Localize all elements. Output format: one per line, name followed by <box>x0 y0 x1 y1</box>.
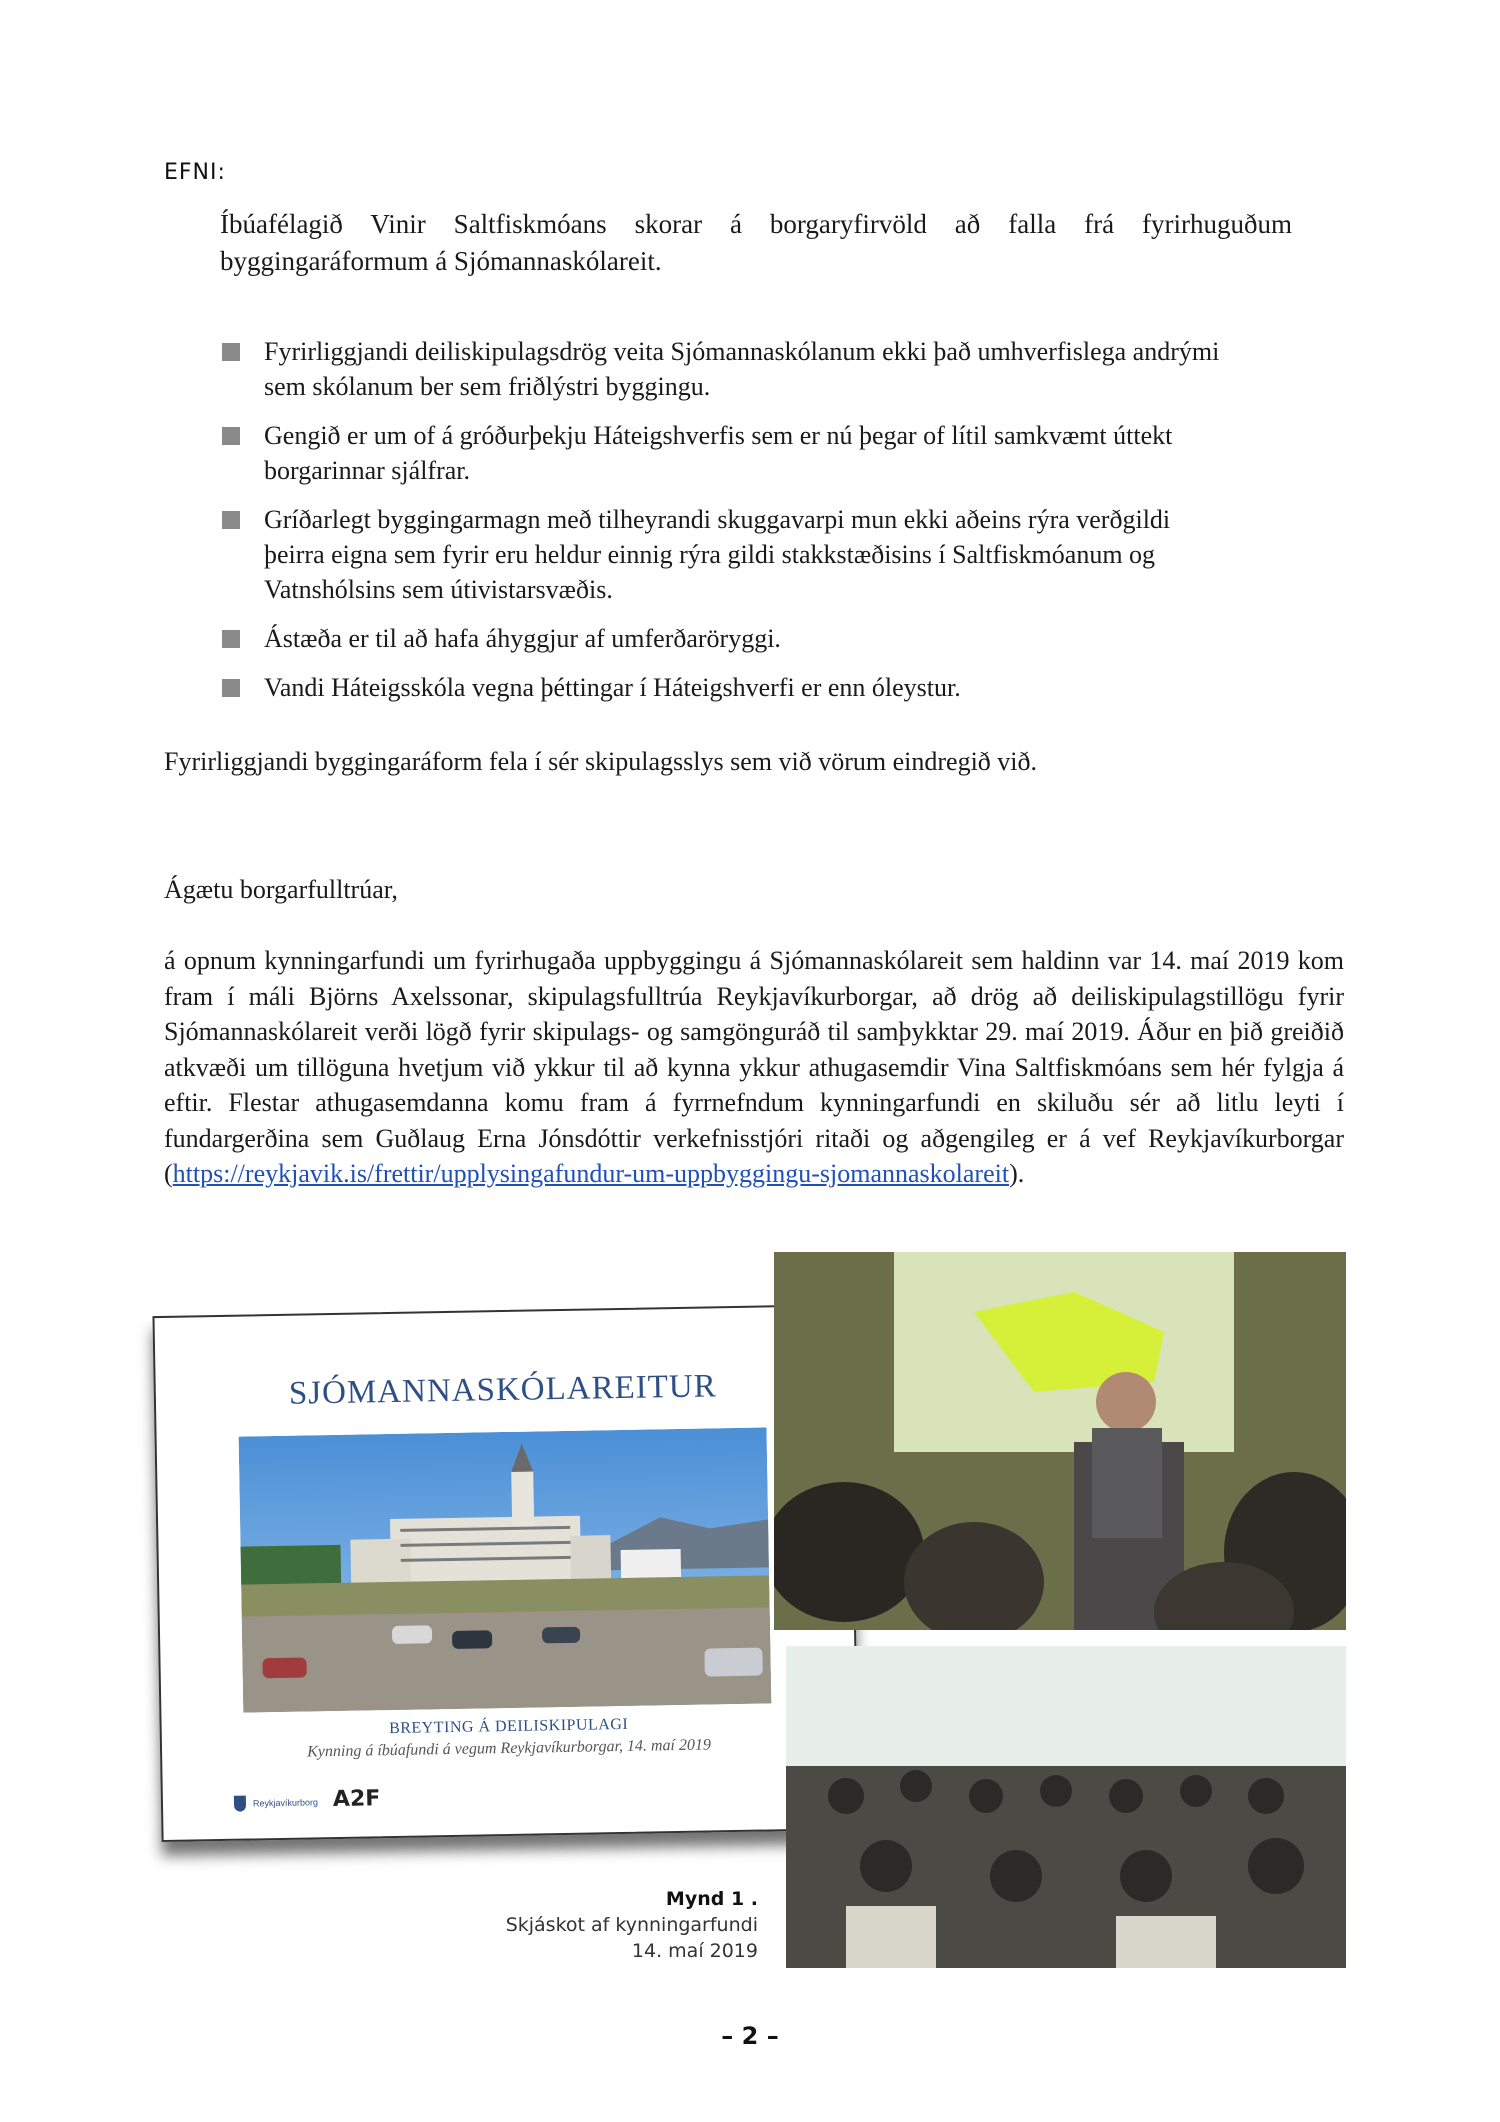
reykjavik-logo: Reykjavíkurborg <box>233 1793 318 1812</box>
list-item: Vandi Háteigsskóla vegna þéttingar í Háteigshverfi er enn óleystur. <box>222 670 1222 705</box>
presentation-slide <box>152 1304 859 1842</box>
square-bullet-icon <box>222 511 240 529</box>
list-item: Ástæða er til að hafa áhyggjur af umferðaröryggi. <box>222 621 1222 656</box>
list-item: Gengið er um of á gróðurþekju Háteigshverfis sem er nú þegar of lítil samkvæmt úttekt borgarinnar sjálfrar. <box>222 418 1222 488</box>
list-item: Fyrirliggjandi deiliskipulagsdrög veita Sjómannaskólanum ekki það umhverfislega andrými sem skólanum ber sem friðlýstri byggingu. <box>222 334 1222 404</box>
presenter-photo <box>774 1252 1346 1630</box>
list-item: Gríðarlegt byggingarmagn með tilheyrandi skuggavarpi mun ekki aðeins rýra verðgildi þeirra eigna sem fyrir eru heldur einnig rýra gildi stakkstæðisins í Saltfiskmóanum og Vatnshólsins sem útivistarsvæðis. <box>222 502 1222 607</box>
body-paragraph: á opnum kynningarfundi um fyrirhugaða uppbyggingu á Sjómannaskólareit sem haldinn var 14. maí 2019 kom fram í máli Björns Axelssonar, skipulagsfulltrúa Reykjavíkurborgar, að drög að deiliskipulagstillögu fyrir Sjómannaskólareit verði lögð fyrir skipulags- og samgönguráð til samþykktar 29. maí 2019. Áður en þið greiðið atkvæði um tillöguna hvetjum við ykkur til að kynna ykkur athugasemdir Vina Saltfiskmóans sem hér fylgja á eftir. Flestar athugasemdanna komu fram á fyrrnefndum kynningarfundi en skiluðu sér að litlu leyti í fundargerðina sem Guðlaug Erna Jónsdóttir verkefnisstjóri ritaði og aðgengileg er á vef Reykjavíkurborgar (https://reykjavik.is/frettir/upplysingafundur-um-uppbyggingu-sjomannaskolareit). <box>164 946 1344 1188</box>
square-bullet-icon <box>222 343 240 361</box>
conclusion-text: Fyrirliggjandi byggingaráform fela í sér skipulagsslys sem við vörum eindregið við. <box>164 747 1038 776</box>
greeting: Ágætu borgarfulltrúar, <box>164 875 398 904</box>
square-bullet-icon <box>222 630 240 648</box>
page-number: – 2 – <box>721 2022 779 2050</box>
caption-text: Skjáskot af kynningarfundi 14. maí 2019 <box>505 1914 758 1962</box>
square-bullet-icon <box>222 679 240 697</box>
bullet-list <box>222 334 1222 719</box>
slide-subtitle-2: Kynning á íbúafundi á vegum Reykjavíkurborgar, 14. maí 2019 <box>307 1736 712 1761</box>
lead-paragraph: Íbúafélagið Vinir Saltfiskmóans skorar á borgaryfirvöld að falla frá fyrirhuguðum byggingaráformum á Sjómannaskólareit. <box>220 209 1292 276</box>
figure-caption <box>500 1886 758 1964</box>
square-bullet-icon <box>222 427 240 445</box>
slide-title: SJÓMANNASKÓLAREITUR <box>288 1368 718 1412</box>
reykjavik-link[interactable]: https://reykjavik.is/frettir/upplysingafundur-um-uppbyggingu-sjomannaskolareit <box>172 1159 1010 1188</box>
section-label: EFNI: <box>164 160 226 185</box>
a2f-logo: A2F <box>332 1786 381 1813</box>
shield-icon <box>233 1795 247 1813</box>
slide-subtitle: BREYTING Á DEILISKIPULAGI <box>388 1715 629 1738</box>
audience-photo <box>786 1646 1346 1968</box>
school-building-photo <box>239 1427 772 1712</box>
caption-title: Mynd 1 . <box>665 1888 758 1910</box>
